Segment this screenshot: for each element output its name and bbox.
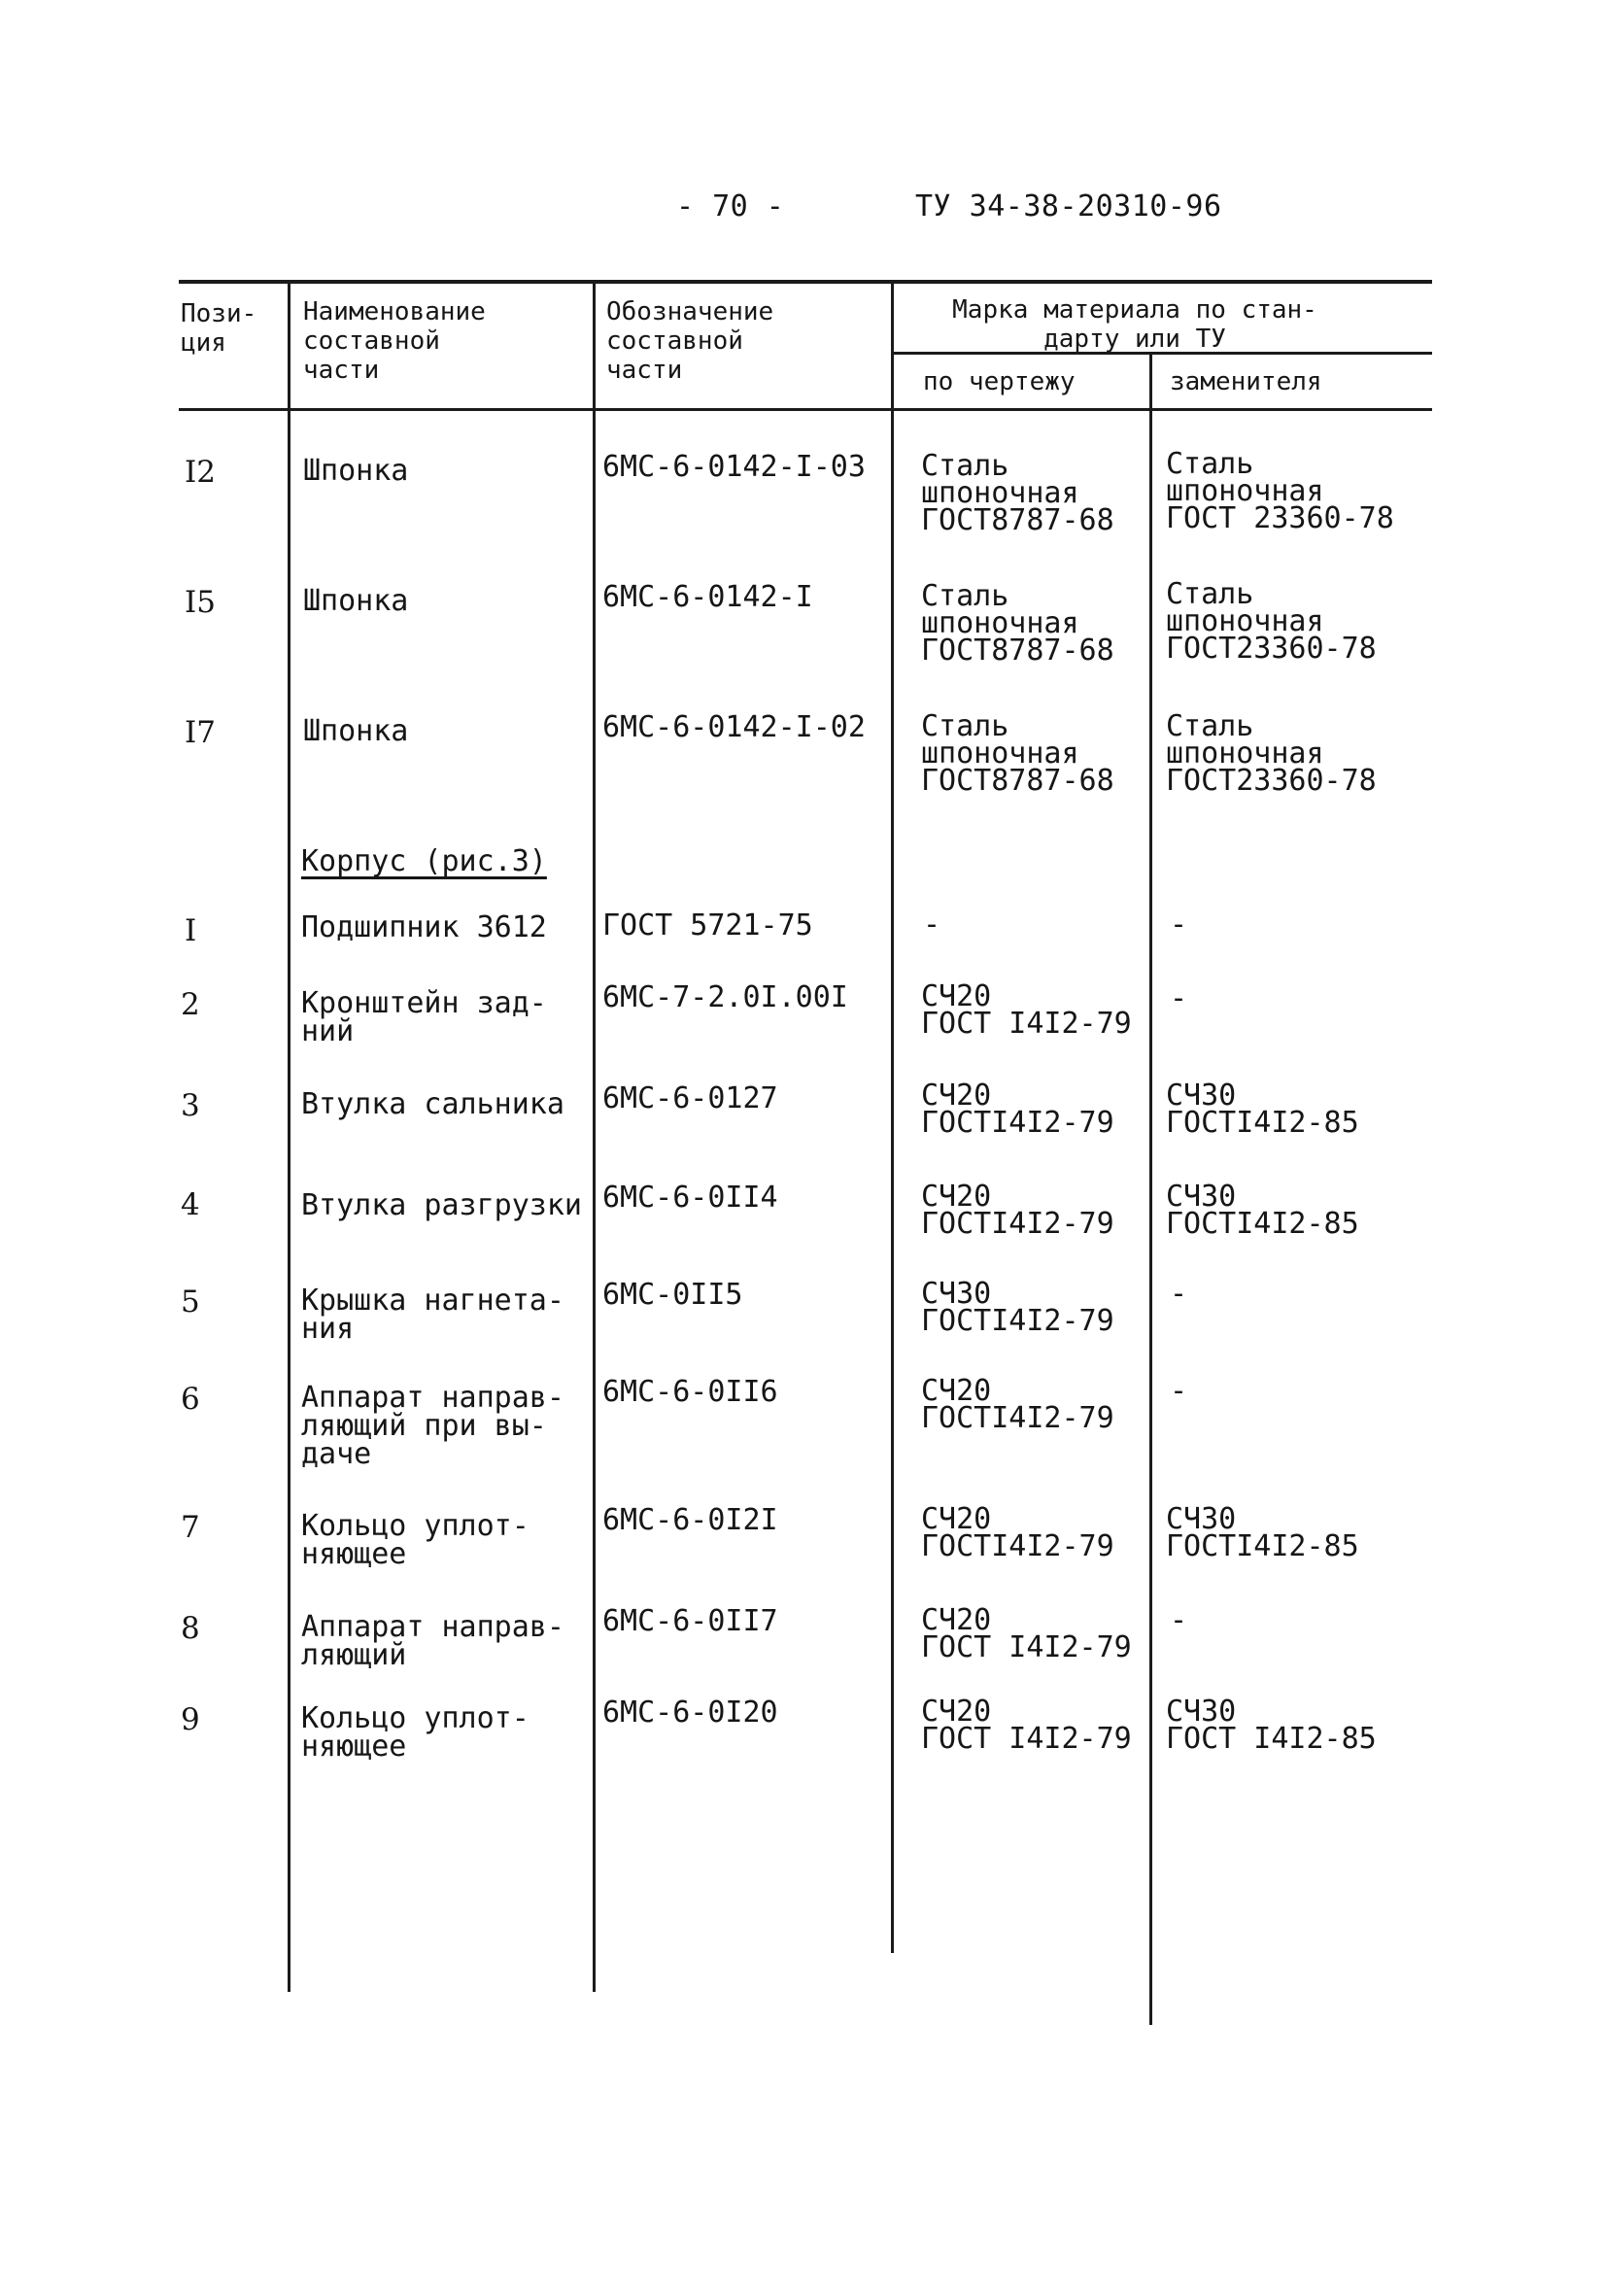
row-name: Кронштейн зад- ний	[301, 986, 547, 1048]
row-name: Аппарат направ- ляющий	[301, 1610, 564, 1672]
row-position: 7	[181, 1510, 200, 1545]
row-substitute: -	[1170, 1374, 1188, 1408]
row-name: Втулка разгрузки	[301, 1188, 582, 1222]
row-name: Кольцо уплот- няющее	[301, 1509, 530, 1571]
row-name: Крышка нагнета- ния	[301, 1284, 564, 1346]
row-name: Аппарат направ- ляющий при вы- даче	[301, 1381, 564, 1471]
row-name: Кольцо уплот- няющее	[301, 1701, 530, 1764]
header-substitute: заменителя	[1170, 367, 1322, 396]
section-heading: Корпус (рис.3)	[301, 844, 547, 878]
row-substitute: -	[1170, 1277, 1188, 1311]
row-substitute: СЧ30 ГОСТI4I2-85	[1166, 1180, 1359, 1241]
row-substitute: Сталь шпоночная ГОСТ23360-78	[1166, 577, 1377, 666]
row-position: 6	[181, 1382, 200, 1417]
header-designation: Обозначение составной части	[606, 297, 774, 385]
column-divider-1	[288, 282, 290, 1992]
row-position: 5	[181, 1285, 200, 1319]
column-divider-4	[1149, 354, 1152, 2025]
row-designation: 6МС-6-0I20	[602, 1696, 778, 1730]
row-position: 8	[181, 1611, 200, 1646]
row-designation: 6МС-7-2.0I.00I	[602, 980, 848, 1014]
row-name: Шпонка	[303, 584, 409, 618]
header-position: Пози- ция	[181, 299, 257, 358]
row-material: СЧ20 ГОСТI4I2-79	[921, 1502, 1114, 1563]
column-divider-2	[593, 282, 596, 1992]
row-substitute: -	[1170, 981, 1188, 1015]
row-position: 3	[181, 1088, 200, 1123]
row-name: Втулка сальника	[301, 1087, 564, 1121]
row-name: Шпонка	[303, 714, 409, 748]
row-material: СЧ20 ГОСТI4I2-79	[921, 1374, 1114, 1435]
row-name: Шпонка	[303, 454, 409, 488]
row-name: Подшипник 3612	[301, 910, 547, 944]
row-designation: 6МС-6-0142-I-03	[602, 450, 866, 484]
page-number: - 70 -	[676, 189, 785, 223]
row-material: СЧ20 ГОСТI4I2-79	[921, 1180, 1114, 1241]
row-material: Сталь шпоночная ГОСТ8787-68	[921, 709, 1114, 798]
row-designation: ГОСТ 5721-75	[602, 908, 813, 942]
header-bottom-border	[179, 408, 1432, 411]
row-material: СЧ20 ГОСТ I4I2-79	[921, 979, 1132, 1041]
row-material: Сталь шпоночная ГОСТ8787-68	[921, 579, 1114, 668]
row-position: I7	[185, 715, 216, 750]
column-divider-3	[891, 282, 894, 1953]
row-position: 4	[181, 1187, 200, 1222]
row-substitute: СЧ30 ГОСТI4I2-85	[1166, 1502, 1359, 1563]
row-material: СЧ20 ГОСТ I4I2-79	[921, 1603, 1132, 1664]
document-code: ТУ 34-38-20310-96	[915, 189, 1222, 223]
row-position: 9	[181, 1702, 200, 1737]
row-designation: 6МС-6-0II7	[602, 1604, 778, 1638]
row-designation: 6МС-6-0I2I	[602, 1503, 778, 1537]
row-substitute: -	[1170, 1603, 1188, 1637]
row-designation: 6МС-6-0II6	[602, 1375, 778, 1409]
header-name: Наименование составной части	[303, 297, 486, 385]
table-top-border	[179, 280, 1432, 284]
header-by-drawing: по чертежу	[923, 367, 1076, 396]
row-material: -	[923, 908, 941, 942]
row-substitute: СЧ30 ГОСТI4I2-85	[1166, 1079, 1359, 1140]
row-substitute: СЧ30 ГОСТ I4I2-85	[1166, 1695, 1377, 1756]
row-designation: 6МС-6-0127	[602, 1081, 778, 1115]
row-position: I5	[185, 585, 216, 620]
row-designation: 6МС-6-0II4	[602, 1181, 778, 1215]
row-designation: 6МС-6-0142-I-02	[602, 710, 866, 744]
row-substitute: Сталь шпоночная ГОСТ23360-78	[1166, 709, 1377, 798]
row-position: I	[185, 913, 197, 948]
row-material: СЧ20 ГОСТI4I2-79	[921, 1079, 1114, 1140]
row-designation: 6МС-6-0142-I	[602, 580, 813, 614]
row-designation: 6МС-0II5	[602, 1278, 743, 1312]
row-substitute: Сталь шпоночная ГОСТ 23360-78	[1166, 447, 1394, 535]
row-position: 2	[181, 987, 200, 1022]
row-material: СЧ30 ГОСТI4I2-79	[921, 1277, 1114, 1338]
header-material-group: Марка материала по стан- дарту или ТУ	[952, 295, 1317, 354]
row-material: СЧ20 ГОСТ I4I2-79	[921, 1695, 1132, 1756]
row-substitute: -	[1170, 908, 1188, 942]
row-position: I2	[185, 455, 216, 490]
row-material: Сталь шпоночная ГОСТ8787-68	[921, 449, 1114, 537]
